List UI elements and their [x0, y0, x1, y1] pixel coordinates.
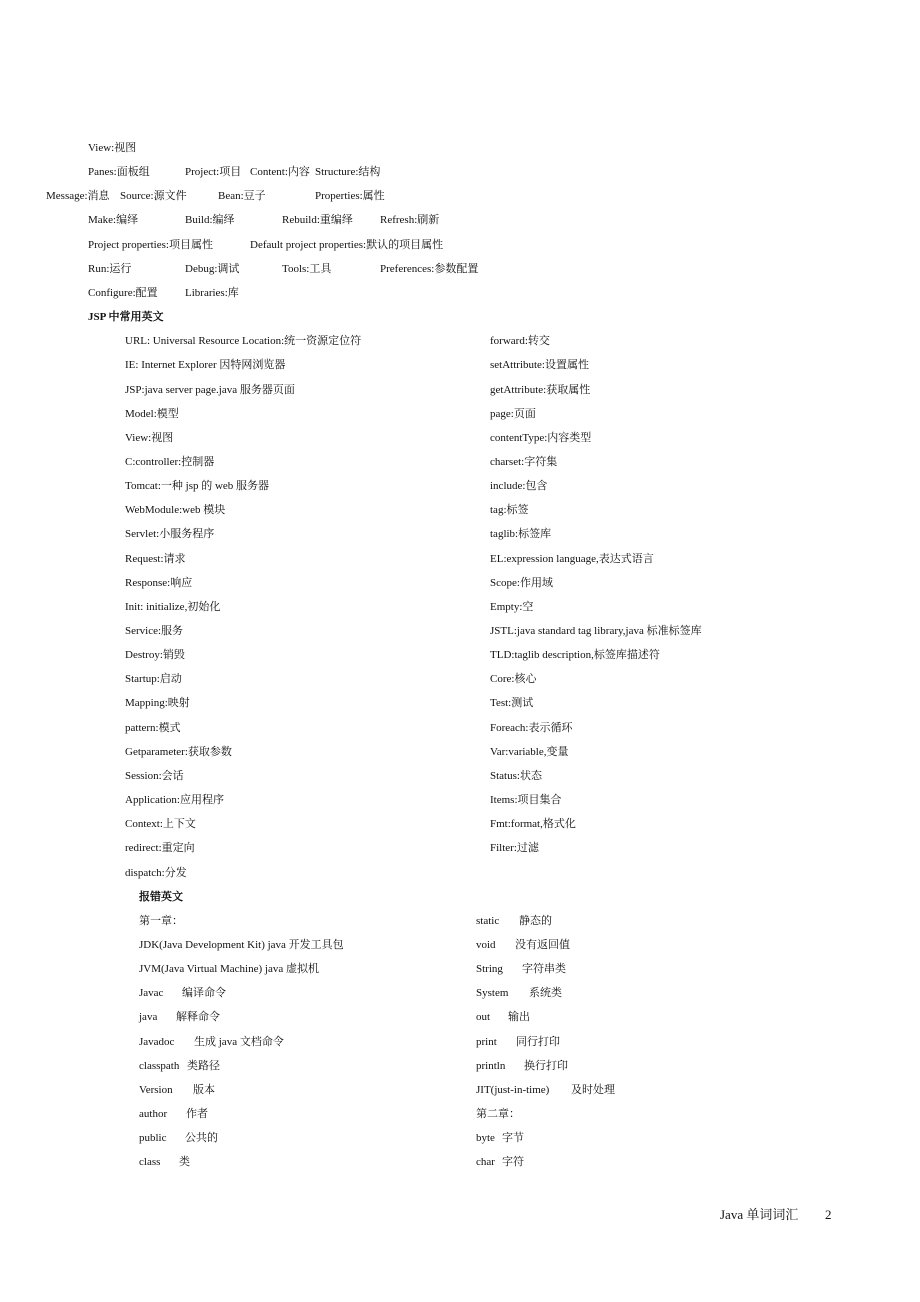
error-translation-left: 类 [179, 1156, 190, 1169]
jsp-term-right: Foreach:表示循环 [490, 721, 573, 734]
jsp-term-right: page:页面 [490, 407, 536, 420]
jsp-term-left: URL: Universal Resource Location:统一资源定位符 [125, 335, 362, 348]
error-heading: 报错英文 [139, 890, 183, 903]
error-translation-right: 及时处理 [571, 1083, 615, 1096]
ide-term: Source:源文件 [120, 190, 187, 203]
error-term-left: Javadoc [139, 1035, 175, 1048]
ide-term: Panes:面板组 [88, 166, 150, 179]
jsp-term-right: tag:标签 [490, 504, 529, 517]
jsp-term-left: JSP:java server page.java 服务器页面 [125, 383, 295, 396]
ide-term: Project properties:项目属性 [88, 238, 213, 251]
jsp-term-right: Var:variable,变量 [490, 745, 569, 758]
ide-term: Preferences:参数配置 [380, 262, 479, 275]
ide-term: Libraries:库 [185, 286, 239, 299]
jsp-term-left: WebModule:web 模块 [125, 504, 226, 517]
error-translation-right: 同行打印 [516, 1035, 560, 1048]
error-translation-right: 没有返回值 [515, 938, 570, 951]
jsp-term-right: Items:项目集合 [490, 794, 562, 807]
jsp-term-left: Session:会话 [125, 769, 184, 782]
jsp-term-right: include:包含 [490, 480, 548, 493]
error-term-right: System [476, 987, 509, 1000]
ide-term: Tools:工具 [282, 262, 332, 275]
error-term-right: void [476, 938, 496, 951]
jsp-term-left: Tomcat:一种 jsp 的 web 服务器 [125, 480, 270, 493]
jsp-term-left: Destroy:销毁 [125, 649, 185, 662]
error-term-right: static [476, 914, 500, 927]
jsp-term-left: Init: initialize,初始化 [125, 600, 221, 613]
error-translation-right: 换行打印 [524, 1059, 568, 1072]
error-term-left: Javac [139, 987, 164, 1000]
jsp-term-left: Service:服务 [125, 625, 184, 637]
error-term-right: 第二章： [476, 1108, 520, 1120]
error-translation-left: 版本 [193, 1083, 215, 1096]
ide-term: View:视图 [88, 142, 137, 154]
error-term-right: println [476, 1059, 506, 1072]
error-term-left: classpath [139, 1059, 180, 1072]
error-term-left: java [139, 1011, 158, 1024]
jsp-term-left: redirect:重定向 [125, 842, 195, 855]
jsp-term-right: EL:expression language,表达式语言 [490, 552, 654, 565]
error-term-right: print [476, 1035, 497, 1048]
footer-title: Java 单词词汇 [720, 1207, 799, 1222]
error-term-left: Version [139, 1083, 173, 1096]
ide-term: Bean:豆子 [218, 190, 266, 203]
error-translation-right: 字符 [502, 1156, 524, 1169]
error-translation-left: 作者 [186, 1108, 208, 1120]
jsp-term-left: Mapping:映射 [125, 697, 190, 710]
jsp-term-right: Scope:作用域 [490, 576, 553, 589]
jsp-term-right: Status:状态 [490, 769, 542, 782]
jsp-term-left: Response:响应 [125, 576, 193, 589]
error-term-right: out [476, 1011, 491, 1024]
jsp-term-left: Servlet:小服务程序 [125, 528, 215, 541]
error-term-right: JIT(just-in-time) [476, 1083, 550, 1096]
error-translation-left: 生成 java 文档命令 [194, 1035, 284, 1048]
error-term-left: public [139, 1132, 167, 1145]
ide-term: Make:编绎 [88, 214, 139, 227]
jsp-term-right: Core:核心 [490, 673, 537, 686]
jsp-term-left: View:视图 [125, 431, 174, 444]
jsp-heading: JSP 中常用英文 [88, 311, 164, 324]
jsp-term-right: JSTL:java standard tag library,java 标准标签库 [490, 625, 702, 637]
error-translation-left: 类路径 [187, 1059, 220, 1072]
ide-term: Debug:调试 [185, 262, 240, 275]
jsp-term-left: C:controller:控制器 [125, 455, 215, 468]
jsp-term-right: charset:字符集 [490, 455, 558, 468]
jsp-term-left: Request:请求 [125, 552, 186, 565]
jsp-term-left: Model:模型 [125, 407, 179, 420]
error-term-left: author [139, 1108, 168, 1120]
error-term-left: class [139, 1156, 161, 1169]
ide-term: Run:运行 [88, 262, 132, 275]
jsp-term-left: pattern:模式 [125, 721, 181, 734]
ide-term: Default project properties:默认的项目属性 [250, 238, 444, 251]
error-translation-left: 公共的 [185, 1132, 218, 1145]
jsp-term-right: forward:转交 [490, 335, 550, 348]
ide-term: Properties:属性 [315, 190, 385, 203]
error-translation-left: 编译命令 [182, 987, 226, 1000]
jsp-term-right: Test:测试 [490, 697, 534, 710]
error-term-left: JVM(Java Virtual Machine) java 虚拟机 [139, 963, 319, 976]
ide-term: Refresh:刷新 [380, 214, 440, 227]
error-translation-right: 系统类 [529, 987, 562, 1000]
page-number: 2 [825, 1207, 832, 1222]
error-translation-right: 字节 [502, 1132, 524, 1145]
error-translation-right: 输出 [508, 1011, 530, 1024]
jsp-term-right: taglib:标签库 [490, 528, 552, 541]
ide-term: Message:消息 [46, 190, 110, 203]
error-term-left: JDK(Java Development Kit) java 开发工具包 [139, 938, 344, 951]
ide-term: Configure:配置 [88, 286, 158, 299]
error-term-right: char [476, 1156, 495, 1169]
jsp-term-left: Context:上下文 [125, 818, 196, 831]
jsp-term-right: Empty:空 [490, 600, 534, 613]
ide-term: Project:项目 [185, 166, 242, 179]
jsp-term-right: contentType:内容类型 [490, 431, 592, 444]
ide-term: Content:内容 [250, 166, 310, 179]
error-term-right: byte [476, 1132, 495, 1145]
jsp-term-left: IE: Internet Explorer 因特网浏览器 [125, 359, 286, 372]
ide-term: Rebuild:重编绎 [282, 214, 353, 227]
jsp-term-left: Startup:启动 [125, 673, 182, 686]
jsp-term-left: dispatch:分发 [125, 866, 187, 879]
jsp-term-left: Application:应用程序 [125, 794, 224, 807]
error-translation-right: 静态的 [519, 914, 552, 927]
jsp-term-left: Getparameter:获取参数 [125, 745, 232, 758]
jsp-term-right: getAttribute:获取属性 [490, 383, 591, 396]
jsp-term-right: TLD:taglib description,标签库描述符 [490, 649, 660, 662]
error-translation-right: 字符串类 [522, 963, 566, 976]
ide-term: Structure:结构 [315, 166, 381, 179]
error-term-left: 第一章： [139, 914, 183, 927]
jsp-term-right: Filter:过滤 [490, 842, 539, 855]
ide-term: Build:编绎 [185, 214, 235, 227]
jsp-term-right: Fmt:format,格式化 [490, 818, 576, 831]
error-term-right: String [476, 963, 503, 976]
error-translation-left: 解释命令 [176, 1011, 220, 1024]
jsp-term-right: setAttribute:设置属性 [490, 359, 589, 372]
